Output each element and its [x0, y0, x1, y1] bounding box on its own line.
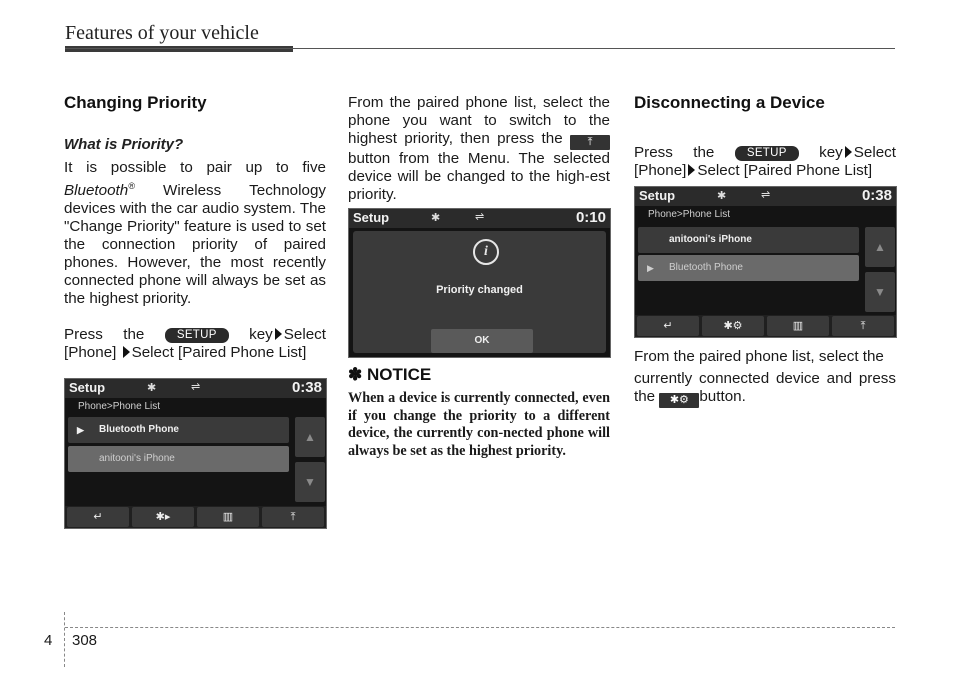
priority-dialog — [353, 231, 606, 353]
arrow-right-icon — [688, 164, 695, 176]
play-icon: ▶ — [77, 425, 84, 435]
list-item[interactable]: anitooni's iPhone — [638, 227, 859, 253]
section-number: 4 — [44, 632, 53, 649]
subtitle-what-is-priority: What is Priority? — [64, 136, 184, 153]
info-icon: i — [473, 239, 499, 265]
back-button[interactable]: ↵ — [67, 507, 129, 527]
priority-instruction: From the paired phone list, select the phone you want to switch to the highest priority, then press the ⤒ button from the Menu. The selected device will be changed to the high-est priority. — [348, 94, 610, 203]
section-title-changing-priority: Changing Priority — [64, 93, 207, 112]
arrow-right-icon — [123, 346, 130, 358]
play-icon: ▶ — [647, 263, 654, 273]
breadcrumb: Phone>Phone List — [648, 209, 731, 220]
list-item[interactable]: anitooni's iPhone — [68, 446, 289, 472]
ok-button[interactable]: OK — [431, 329, 533, 353]
delete-button[interactable]: ▥ — [197, 507, 259, 527]
back-button[interactable]: ↵ — [637, 316, 699, 336]
bluetooth-disconnect-button[interactable]: ✱⚙ — [702, 316, 764, 336]
disconnect-instruction: From the paired phone list, select the currently connected device and press the ✱⚙ button. — [634, 348, 896, 406]
priority-button[interactable]: ⤒ — [832, 316, 894, 336]
list-item[interactable]: ▶ Bluetooth Phone — [638, 255, 859, 281]
breadcrumb: Phone>Phone List — [78, 401, 161, 412]
delete-button[interactable]: ▥ — [767, 316, 829, 336]
screen-clock: 0:10 — [575, 209, 606, 226]
priority-up-icon: ⤒ — [570, 135, 610, 150]
setup-instruction: Press the SETUP key Select — [64, 326, 326, 344]
bluetooth-settings-icon: ✱⚙ — [659, 393, 699, 408]
setup-key-icon: SETUP — [165, 328, 229, 343]
scroll-down-button[interactable]: ▼ — [865, 272, 895, 312]
header-bar — [65, 46, 293, 52]
setup-key-icon: SETUP — [735, 146, 799, 161]
footer-divider — [64, 612, 65, 667]
notice-title: ✽ NOTICE — [348, 365, 432, 384]
usb-icon: ⇌ — [191, 381, 201, 393]
usb-icon: ⇌ — [475, 211, 485, 223]
bluetooth-connect-button[interactable]: ✱▸ — [132, 507, 194, 527]
bluetooth-icon: ✱ — [431, 212, 441, 224]
arrow-right-icon — [275, 328, 282, 340]
screen-clock: 0:38 — [861, 187, 892, 204]
screen-phone-list-1 — [64, 378, 327, 529]
scroll-down-button[interactable]: ▼ — [295, 462, 325, 502]
bluetooth-icon: ✱ — [147, 382, 157, 394]
page-number: 308 — [72, 632, 98, 649]
list-item[interactable]: ▶ Bluetooth Phone — [68, 417, 289, 443]
dialog-message: Priority changed — [436, 284, 523, 296]
screen-title: Setup — [353, 210, 390, 225]
bluetooth-icon: ✱ — [717, 190, 727, 202]
priority-button[interactable]: ⤒ — [262, 507, 324, 527]
notice-block — [348, 366, 610, 460]
screen-phone-list-2 — [634, 186, 897, 338]
setup-instruction: Press the SETUP key Select — [634, 144, 896, 161]
column-2 — [348, 94, 610, 204]
screen-clock: 0:38 — [291, 379, 322, 396]
section-title-disconnecting: Disconnecting a Device — [634, 93, 825, 112]
column-1: Changing Priority What is Priority? It is possible to pair up to five Bluetooth® Wireless Technology devices with the car audio system. The "Change Priority" feature is used to set the connection priority of paired phones. However, the most recently connected phone will always be set as the highest priority. Press the SETUP key Select [Phone] Select [Paired Phone List] — [64, 93, 326, 362]
footer-rule — [65, 627, 895, 628]
screen-priority-changed — [348, 208, 611, 358]
priority-description: It is possible to pair up to five Bluetooth® Wireless Technology devices with the car audio system. The "Change Priority" feature is used to set the connection priority of paired phones. However, the most recently connected phone will always be set as the highest priority. — [64, 159, 326, 308]
screen-title: Setup — [639, 188, 676, 203]
scroll-up-button[interactable]: ▲ — [295, 417, 325, 457]
notice-text: When a device is currently connected, even if you change the priority to a different device, the currently con-nected phone will always be set as the highest priority. — [348, 390, 610, 459]
running-header: Features of your vehicle — [65, 22, 259, 44]
usb-icon: ⇌ — [761, 189, 771, 201]
screen-title: Setup — [69, 380, 106, 395]
column-3: Disconnecting a Device Press the SETUP key Select [Phone] Select [Paired Phone List] — [634, 93, 896, 179]
scroll-up-button[interactable]: ▲ — [865, 227, 895, 267]
arrow-right-icon — [845, 146, 852, 158]
header-rule — [65, 48, 895, 49]
